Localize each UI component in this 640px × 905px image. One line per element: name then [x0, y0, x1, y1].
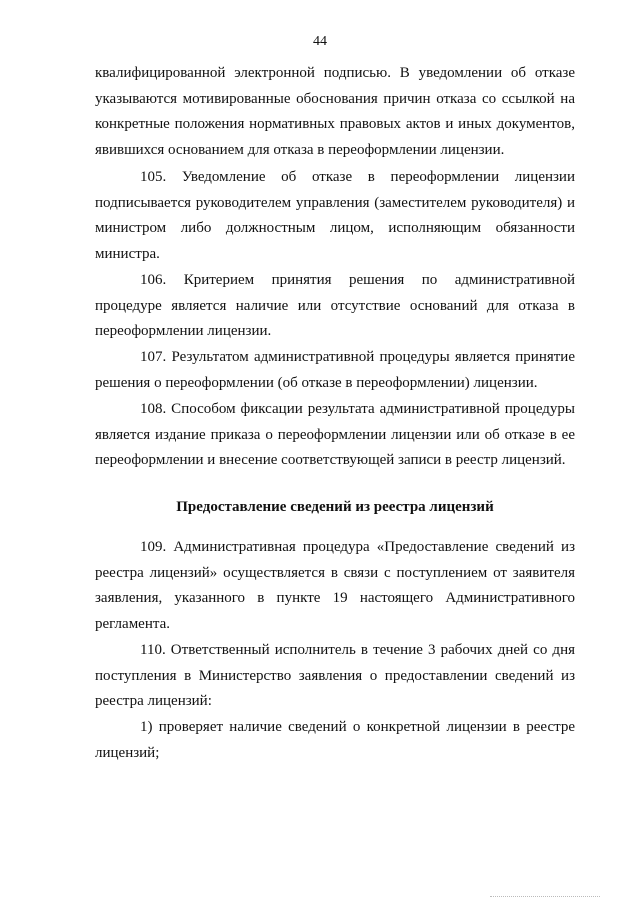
section-heading: Предоставление сведений из реестра лицензий	[176, 499, 494, 515]
paragraph-110: 110. Ответственный исполнитель в течение 3 рабочих дней со дня поступления в Министерство заявления о предоставлении сведений из реестра лицензий:	[95, 642, 575, 709]
paragraph-continuation: квалифицированной электронной подписью. В уведомлении об отказе указываются мотивированные обоснования причин отказа со ссылкой на конкретные положения нормативных правовых актов и иных документов, явившихся основанием для отказа в переоформлении лицензии.	[95, 65, 575, 158]
paragraph-107: 107. Результатом административной процедуры является принятие решения о переоформлении (об отказе в переоформлении) лицензии.	[95, 349, 575, 391]
scan-artifact-dots	[490, 896, 600, 899]
paragraph-105: 105. Уведомление об отказе в переоформлении лицензии подписывается руководителем управления (заместителем руководителя) и министром либо должностным лицом, исполняющим обязанности министра.	[95, 169, 575, 262]
paragraph-109: 109. Административная процедура «Предоставление сведений из реестра лицензий» осуществляется в связи с поступлением от заявителя заявления, указанного в пункте 19 настоящего Административного регламента.	[95, 539, 575, 632]
page-number: 44	[313, 34, 327, 49]
paragraph-110-item-1: 1) проверяет наличие сведений о конкретной лицензии в реестре лицензий;	[95, 719, 575, 761]
paragraph-106: 106. Критерием принятия решения по административной процедуре является наличие или отсутствие оснований для отказа в переоформлении лицензии.	[95, 272, 575, 339]
paragraph-108: 108. Способом фиксации результата административной процедуры является издание приказа о переоформлении лицензии или об отказе в ее переоформлении и внесение соответствующей записи в реестр лицензий.	[95, 401, 575, 468]
